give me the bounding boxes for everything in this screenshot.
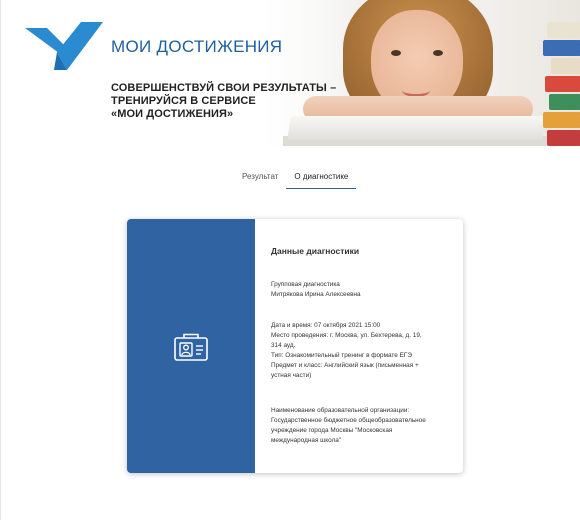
participant-name: Митрякова Ирина Алексеевна: [271, 291, 361, 298]
org-line: международная школа": [271, 437, 342, 444]
diagnostics-card: [127, 219, 463, 473]
detail-line: Место проведения: г. Москва, ул. Бехтерева, д. 19,: [271, 332, 422, 339]
tab-result[interactable]: Результат: [242, 172, 279, 181]
brand-title: МОИ ДОСТИЖЕНИЯ: [111, 37, 283, 56]
tagline-line: СОВЕРШЕНСТВУЙ СВОИ РЕЗУЛЬТАТЫ –: [111, 82, 337, 94]
org-line: учреждение города Москвы "Московская: [271, 427, 393, 434]
detail-line: устная части): [271, 372, 312, 379]
detail-line: Тип: Ознакомительный тренинг в формате ЕГЭ: [271, 352, 412, 359]
tab-bar: [234, 166, 356, 189]
tagline: [111, 82, 336, 121]
hero-image: [263, 0, 580, 146]
detail-line: Дата и время: 07 октября 2021 15:00: [271, 322, 381, 329]
detail-line: 314 ауд.: [271, 342, 296, 349]
org-line: Государственное бюджетное общеобразовательное: [271, 417, 426, 424]
tab-about-diagnostics[interactable]: О диагностике: [286, 166, 356, 189]
organization-info: [271, 406, 426, 446]
org-line: Наименование образовательной организации:: [271, 407, 410, 414]
id-card-icon: [173, 332, 209, 362]
card-title: Данные диагностики: [271, 246, 360, 256]
header-banner: [1, 0, 580, 146]
diagnostic-type: Групповая диагностика: [271, 281, 340, 288]
session-details: [271, 321, 422, 381]
detail-line: Предмет и класс: Английский язык (письменная +: [271, 362, 419, 369]
tagline-line: «МОИ ДОСТИЖЕНИЯ»: [111, 108, 234, 120]
tagline-line: ТРЕНИРУЙСЯ В СЕРВИСЕ: [111, 95, 256, 107]
group-info: [271, 280, 361, 300]
checkmark-logo-icon: [25, 22, 103, 72]
card-side-panel: [127, 219, 255, 473]
